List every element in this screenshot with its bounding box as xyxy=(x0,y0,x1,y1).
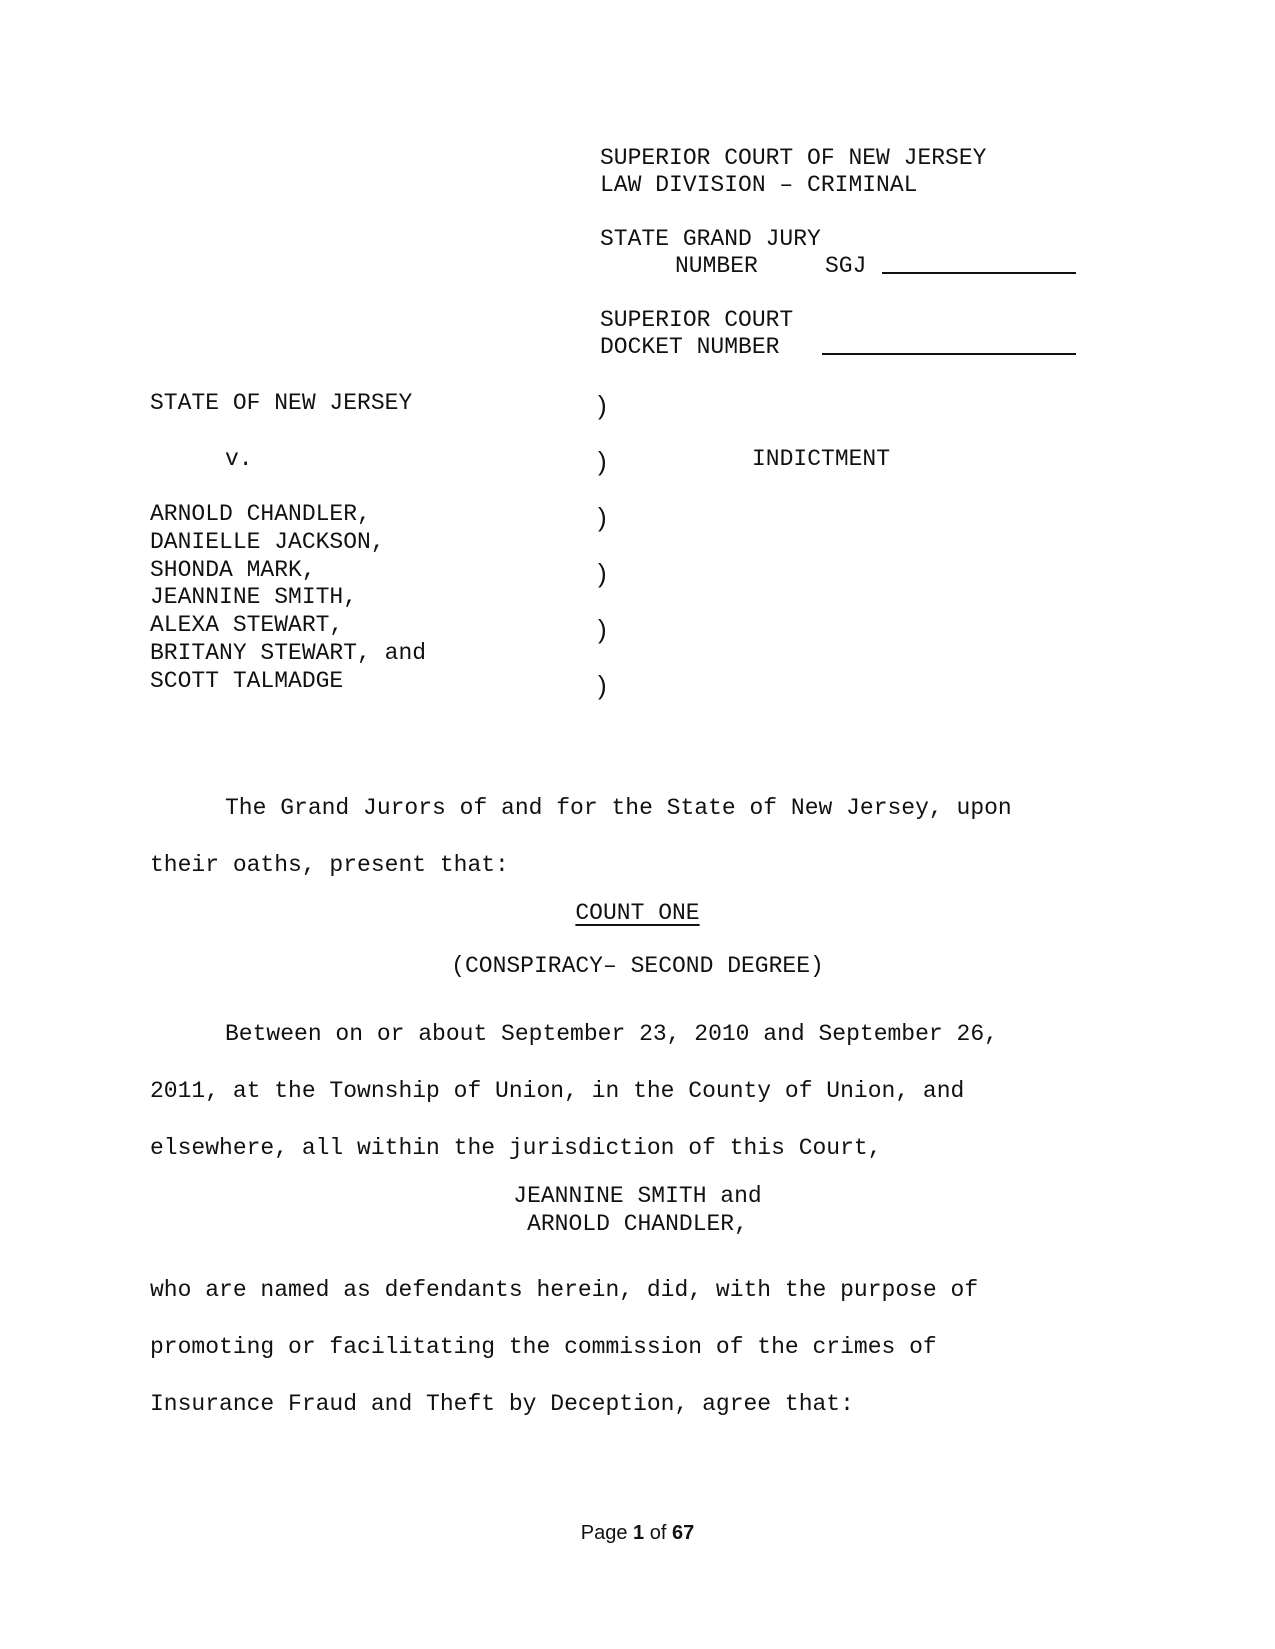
defendant-name: JEANNINE SMITH, xyxy=(150,584,358,610)
superior-court-label: SUPERIOR COURT xyxy=(600,307,794,333)
count-paragraph-line: elsewhere, all within the jurisdiction of this Court, xyxy=(150,1135,882,1161)
grand-jury-number-blank xyxy=(882,252,1076,282)
defendant-name: DANIELLE JACKSON, xyxy=(150,529,385,555)
named-defendant: JEANNINE SMITH and xyxy=(513,1183,762,1209)
count-paragraph-line: promoting or facilitating the commission of the crimes of xyxy=(150,1334,937,1360)
docket-number-blank xyxy=(822,333,1076,363)
page-number: 1 xyxy=(633,1522,645,1544)
document-type: INDICTMENT xyxy=(752,446,891,472)
count-title: COUNT ONE xyxy=(575,900,700,926)
defendant-name: ALEXA STEWART, xyxy=(150,612,344,638)
preamble-line: The Grand Jurors of and for the State of New Jersey, upon xyxy=(225,795,1012,821)
court-name: SUPERIOR COURT OF NEW JERSEY xyxy=(600,145,987,171)
count-subtitle: (CONSPIRACY– SECOND DEGREE) xyxy=(451,953,824,979)
caption-paren: ) xyxy=(598,502,607,532)
grand-jury-label: STATE GRAND JURY xyxy=(600,226,821,252)
count-paragraph-line: Between on or about September 23, 2010 and September 26, xyxy=(225,1021,998,1047)
page-label: Page xyxy=(580,1522,628,1544)
caption-paren: ) xyxy=(598,390,607,420)
page-footer xyxy=(0,1522,1275,1545)
count-paragraph-line: Insurance Fraud and Theft by Deception, agree that: xyxy=(150,1391,854,1417)
of-label: of xyxy=(649,1522,667,1544)
defendant-name: BRITANY STEWART, and xyxy=(150,640,427,666)
caption-paren: ) xyxy=(598,558,607,588)
count-paragraph-line: who are named as defendants herein, did, with the purpose of xyxy=(150,1277,979,1303)
court-division: LAW DIVISION – CRIMINAL xyxy=(600,172,918,198)
named-defendant: ARNOLD CHANDLER, xyxy=(527,1211,748,1237)
caption-paren: ) xyxy=(598,670,607,700)
defendant-name: ARNOLD CHANDLER, xyxy=(150,501,371,527)
caption-paren: ) xyxy=(598,614,607,644)
plaintiff-name: STATE OF NEW JERSEY xyxy=(150,390,413,416)
count-paragraph-line: 2011, at the Township of Union, in the County of Union, and xyxy=(150,1078,965,1104)
defendant-name: SCOTT TALMADGE xyxy=(150,668,344,694)
defendant-name: SHONDA MARK, xyxy=(150,557,316,583)
caption-paren: ) xyxy=(598,446,607,476)
docket-number-label: DOCKET NUMBER xyxy=(600,334,780,360)
versus-label: v. xyxy=(225,446,253,472)
preamble-line: their oaths, present that: xyxy=(150,852,509,878)
grand-jury-number-label: NUMBER xyxy=(675,253,758,279)
grand-jury-sgj-label: SGJ xyxy=(825,253,867,279)
total-pages: 67 xyxy=(671,1522,695,1544)
